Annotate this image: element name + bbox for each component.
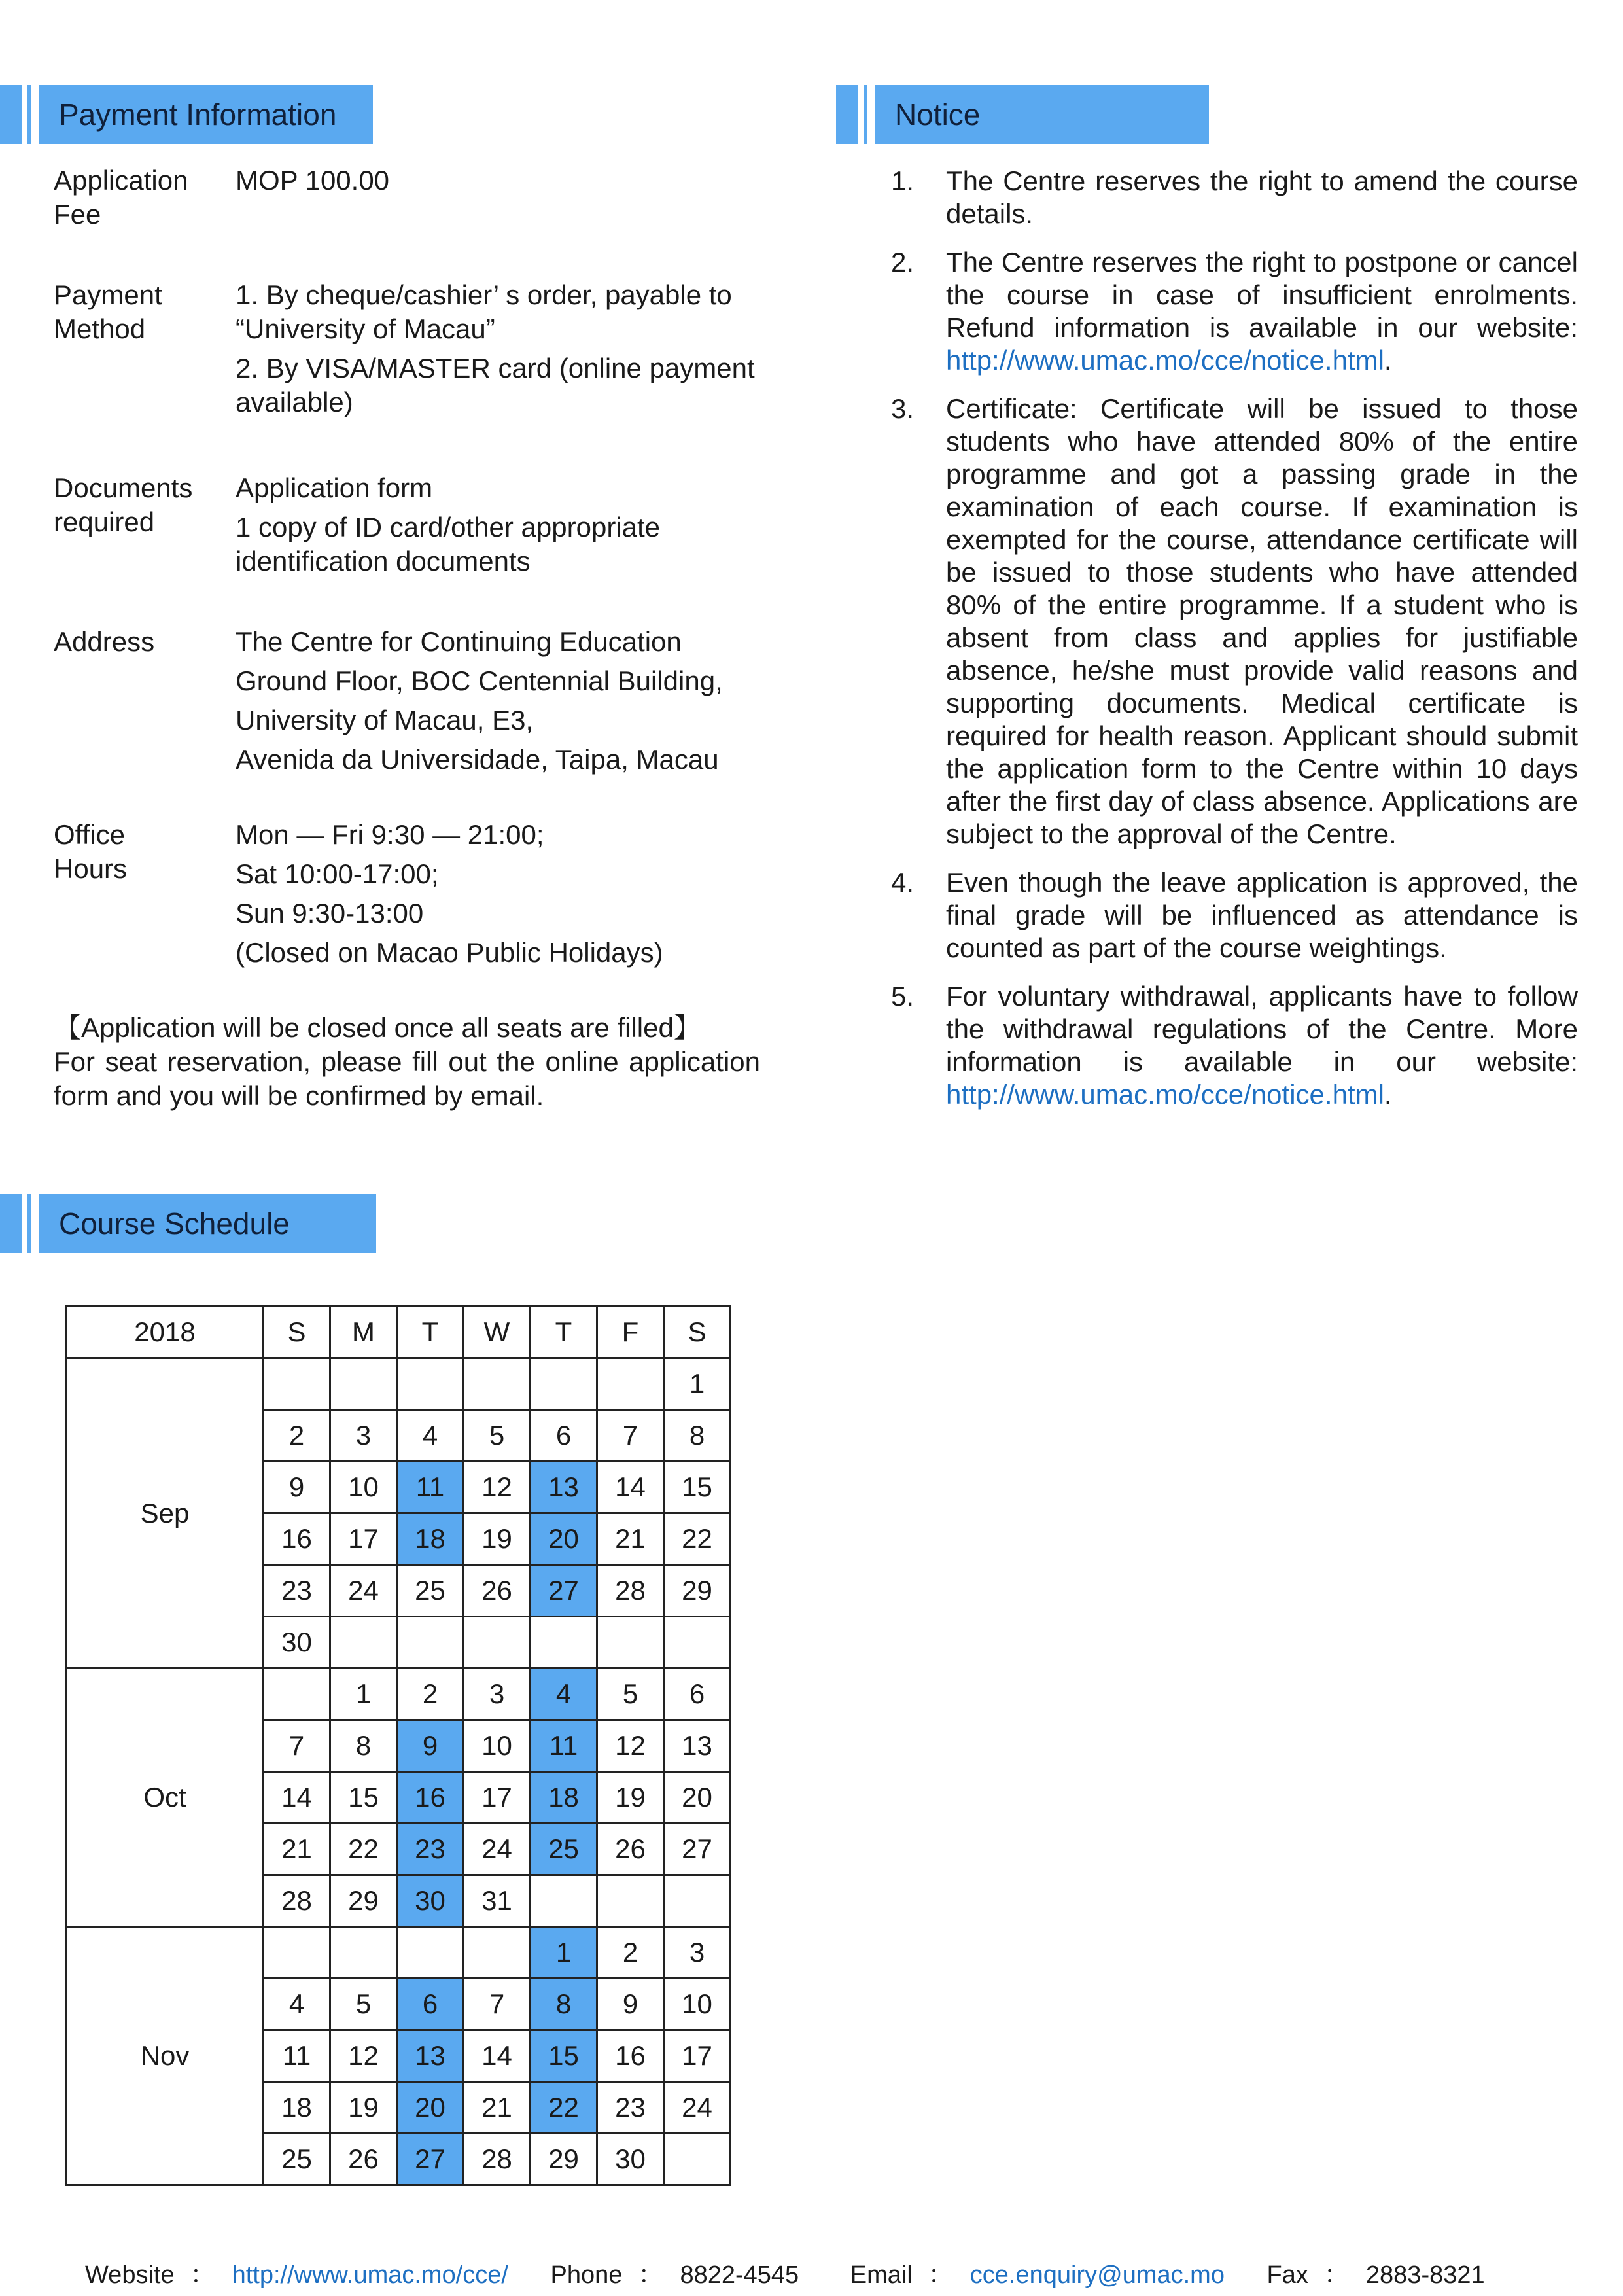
calendar-day: 29 bbox=[531, 2134, 597, 2185]
calendar-day: 22 bbox=[330, 1824, 397, 1875]
calendar-day: 3 bbox=[664, 1927, 731, 1979]
payment-info-heading: Payment Information bbox=[39, 85, 373, 144]
calendar-day: 16 bbox=[597, 2030, 664, 2082]
calendar-day: 9 bbox=[597, 1979, 664, 2030]
calendar-day: 31 bbox=[464, 1875, 531, 1927]
footer-contact-bar bbox=[85, 2254, 1494, 2290]
calendar-class-day: 11 bbox=[531, 1720, 597, 1772]
notice-item-text: Even though the leave application is approved, the final grade will be influenced as attendance is counted as part of the course weightings. bbox=[946, 867, 1578, 963]
notice-item bbox=[891, 246, 1578, 377]
docs-label: Documents required bbox=[54, 472, 193, 537]
fee-value: MOP 100.00 bbox=[236, 165, 390, 196]
method-cheque: 1. By cheque/cashier’ s order, payable to “University of Macau” bbox=[236, 279, 732, 344]
footer-website-link[interactable]: http://www.umac.mo/cce/ bbox=[232, 2261, 508, 2289]
calendar-day bbox=[597, 1617, 664, 1669]
address-line-1: The Centre for Continuing Education bbox=[236, 626, 682, 657]
notice-item-text: The Centre reserves the right to postpone or cancel the course in case of insufficient enrolments. Refund information is available in our website: bbox=[946, 247, 1578, 343]
calendar-day: 18 bbox=[264, 2082, 330, 2134]
calendar-class-day: 13 bbox=[397, 2030, 464, 2082]
calendar-day bbox=[330, 1358, 397, 1410]
calendar-day: 21 bbox=[464, 2082, 531, 2134]
hours-holidays: (Closed on Macao Public Holidays) bbox=[236, 937, 663, 968]
footer-email-link[interactable]: cce.enquiry@umac.mo bbox=[969, 2261, 1225, 2289]
calendar-day: 19 bbox=[330, 2082, 397, 2134]
calendar-day: 24 bbox=[464, 1824, 531, 1875]
calendar-day: 4 bbox=[264, 1979, 330, 2030]
footer-website-label: Website bbox=[85, 2261, 175, 2289]
seats-closed-note: 【Application will be closed once all seats are filled】 bbox=[54, 1012, 701, 1043]
calendar-day: 16 bbox=[264, 1513, 330, 1565]
footer-separator: ： bbox=[638, 2261, 663, 2289]
calendar-class-day: 30 bbox=[397, 1875, 464, 1927]
calendar-day bbox=[397, 1617, 464, 1669]
calendar-month-label: Nov bbox=[67, 1927, 264, 2185]
notice-item-text: The Centre reserves the right to amend the course details. bbox=[946, 166, 1578, 229]
calendar-day bbox=[397, 1358, 464, 1410]
calendar-class-day: 27 bbox=[397, 2134, 464, 2185]
calendar-class-day: 27 bbox=[531, 1565, 597, 1617]
calendar-class-day: 4 bbox=[531, 1669, 597, 1720]
weekday-header: S bbox=[664, 1307, 731, 1358]
calendar-day: 23 bbox=[264, 1565, 330, 1617]
calendar-class-day: 15 bbox=[531, 2030, 597, 2082]
calendar-day: 1 bbox=[664, 1358, 731, 1410]
calendar-week-row bbox=[67, 1927, 731, 1979]
calendar-class-day: 13 bbox=[531, 1462, 597, 1513]
calendar-day bbox=[464, 1927, 531, 1979]
calendar-day: 21 bbox=[597, 1513, 664, 1565]
notice-list-block bbox=[891, 165, 1578, 1127]
address-line-2: Ground Floor, BOC Centennial Building, bbox=[236, 665, 723, 696]
weekday-header: T bbox=[397, 1307, 464, 1358]
notice-item bbox=[891, 165, 1578, 230]
calendar-day: 14 bbox=[597, 1462, 664, 1513]
course-calendar bbox=[65, 1305, 731, 2186]
weekday-header: S bbox=[264, 1307, 330, 1358]
hours-label: Office Hours bbox=[54, 819, 128, 884]
calendar-day bbox=[464, 1617, 531, 1669]
calendar-class-day: 23 bbox=[397, 1824, 464, 1875]
method-card: 2. By VISA/MASTER card (online payment available) bbox=[236, 353, 755, 417]
reservation-block bbox=[54, 1011, 760, 1113]
calendar-day: 5 bbox=[597, 1669, 664, 1720]
calendar-day: 25 bbox=[264, 2134, 330, 2185]
footer-separator: ： bbox=[1323, 2261, 1349, 2289]
calendar-day bbox=[330, 1617, 397, 1669]
calendar-day bbox=[397, 1927, 464, 1979]
course-schedule-header bbox=[0, 1194, 376, 1253]
course-schedule-heading: Course Schedule bbox=[39, 1194, 376, 1253]
calendar-day: 3 bbox=[330, 1410, 397, 1462]
calendar-month-label: Oct bbox=[67, 1669, 264, 1927]
calendar-day: 7 bbox=[597, 1410, 664, 1462]
footer-phone-label: Phone bbox=[550, 2261, 623, 2289]
calendar-day: 19 bbox=[597, 1772, 664, 1824]
calendar-day: 25 bbox=[397, 1565, 464, 1617]
footer-separator: ： bbox=[928, 2261, 953, 2289]
calendar-day: 8 bbox=[664, 1410, 731, 1462]
weekday-header: F bbox=[597, 1307, 664, 1358]
hours-saturday: Sat 10:00-17:00; bbox=[236, 858, 439, 889]
calendar-day: 14 bbox=[264, 1772, 330, 1824]
calendar-day: 1 bbox=[330, 1669, 397, 1720]
hours-weekday: Mon — Fri 9:30 — 21:00; bbox=[236, 819, 544, 850]
calendar-day: 27 bbox=[664, 1824, 731, 1875]
footer-fax: 2883-8321 bbox=[1365, 2261, 1485, 2289]
calendar-day bbox=[664, 2134, 731, 2185]
calendar-day bbox=[597, 1875, 664, 1927]
notice-item-text: Certificate: Certificate will be issued to those students who have attended 80% of the entire programme and got a passing grade in the examination of each course. If examination is exempted for the course, attendance certificate will be issued to those students who have attended 80% of the entire programme. If a student who is absent from class and applies for justifiable absence, he/she must provide valid reasons and supporting documents. Medical certificate is required for health reason. Applicant should submit the application form to the Centre within 10 days after the first day of class absence. Applications are subject to the approval of the Centre. bbox=[946, 393, 1578, 849]
calendar-day: 10 bbox=[464, 1720, 531, 1772]
calendar-day: 22 bbox=[664, 1513, 731, 1565]
calendar-day: 24 bbox=[330, 1565, 397, 1617]
calendar-day: 28 bbox=[597, 1565, 664, 1617]
calendar-day: 12 bbox=[597, 1720, 664, 1772]
notice-item-number: 2. bbox=[891, 247, 915, 277]
payment-info-header bbox=[0, 85, 373, 144]
calendar-day bbox=[531, 1358, 597, 1410]
calendar-class-day: 20 bbox=[531, 1513, 597, 1565]
notice-item-number: 1. bbox=[891, 166, 915, 196]
notice-item bbox=[891, 866, 1578, 964]
docs-form: Application form bbox=[236, 472, 433, 503]
calendar-day: 9 bbox=[264, 1462, 330, 1513]
calendar-day: 3 bbox=[464, 1669, 531, 1720]
calendar-day: 17 bbox=[464, 1772, 531, 1824]
calendar-day: 21 bbox=[264, 1824, 330, 1875]
calendar-day: 6 bbox=[664, 1669, 731, 1720]
footer-fax-label: Fax bbox=[1266, 2261, 1308, 2289]
calendar-day bbox=[531, 1875, 597, 1927]
calendar-day: 29 bbox=[330, 1875, 397, 1927]
notice-link[interactable]: http://www.umac.mo/cce/notice.html bbox=[946, 1079, 1384, 1110]
calendar-class-day: 25 bbox=[531, 1824, 597, 1875]
notice-item-tail: . bbox=[1384, 345, 1392, 376]
calendar-day: 11 bbox=[264, 2030, 330, 2082]
calendar-day bbox=[531, 1617, 597, 1669]
address-line-3: University of Macau, E3, bbox=[236, 705, 534, 735]
calendar-day: 15 bbox=[664, 1462, 731, 1513]
calendar-class-day: 8 bbox=[531, 1979, 597, 2030]
calendar-day bbox=[330, 1927, 397, 1979]
calendar-day: 17 bbox=[330, 1513, 397, 1565]
calendar-day: 12 bbox=[330, 2030, 397, 2082]
calendar-day: 6 bbox=[531, 1410, 597, 1462]
calendar-day: 7 bbox=[464, 1979, 531, 2030]
calendar-day bbox=[264, 1358, 330, 1410]
calendar-day: 7 bbox=[264, 1720, 330, 1772]
calendar-class-day: 18 bbox=[531, 1772, 597, 1824]
address-line-4: Avenida da Universidade, Taipa, Macau bbox=[236, 744, 719, 775]
calendar-week-row bbox=[67, 1358, 731, 1410]
calendar-year: 2018 bbox=[67, 1307, 264, 1358]
calendar-day: 10 bbox=[664, 1979, 731, 2030]
notice-item bbox=[891, 980, 1578, 1111]
calendar-day bbox=[664, 1617, 731, 1669]
notice-item bbox=[891, 393, 1578, 851]
calendar-day: 14 bbox=[464, 2030, 531, 2082]
calendar-day: 2 bbox=[264, 1410, 330, 1462]
calendar-day bbox=[264, 1927, 330, 1979]
calendar-day bbox=[597, 1358, 664, 1410]
calendar-day: 26 bbox=[597, 1824, 664, 1875]
weekday-header: W bbox=[464, 1307, 531, 1358]
fee-label: Application Fee bbox=[54, 165, 188, 230]
weekday-header: M bbox=[330, 1307, 397, 1358]
calendar-day: 19 bbox=[464, 1513, 531, 1565]
calendar-day: 30 bbox=[597, 2134, 664, 2185]
address-label: Address bbox=[54, 626, 155, 657]
notice-item-text: For voluntary withdrawal, applicants have to follow the withdrawal regulations of the Centre. More information is available in our website: bbox=[946, 981, 1578, 1077]
calendar-day bbox=[464, 1358, 531, 1410]
header-bars-decoration bbox=[0, 85, 39, 144]
calendar-month-label: Sep bbox=[67, 1358, 264, 1669]
header-bars-decoration bbox=[836, 85, 875, 144]
reservation-note: For seat reservation, please fill out the online application form and you will be confirmed by email. bbox=[54, 1046, 760, 1111]
calendar-day: 17 bbox=[664, 2030, 731, 2082]
calendar-day: 2 bbox=[397, 1669, 464, 1720]
calendar-class-day: 11 bbox=[397, 1462, 464, 1513]
calendar-class-day: 18 bbox=[397, 1513, 464, 1565]
calendar-day: 10 bbox=[330, 1462, 397, 1513]
notice-link[interactable]: http://www.umac.mo/cce/notice.html bbox=[946, 345, 1384, 376]
calendar-day: 13 bbox=[664, 1720, 731, 1772]
calendar-day: 8 bbox=[330, 1720, 397, 1772]
notice-item-tail: . bbox=[1384, 1079, 1392, 1110]
calendar-day bbox=[664, 1875, 731, 1927]
calendar-header-row bbox=[67, 1307, 731, 1358]
docs-id: 1 copy of ID card/other appropriate identification documents bbox=[236, 512, 661, 576]
calendar-day: 2 bbox=[597, 1927, 664, 1979]
notice-heading: Notice bbox=[875, 85, 1209, 144]
calendar-day: 5 bbox=[330, 1979, 397, 2030]
footer-phone: 8822-4545 bbox=[680, 2261, 799, 2289]
calendar-day: 26 bbox=[330, 2134, 397, 2185]
notice-item-number: 4. bbox=[891, 867, 915, 898]
method-label: Payment Method bbox=[54, 279, 162, 344]
hours-sunday: Sun 9:30-13:00 bbox=[236, 898, 424, 928]
notice-header bbox=[836, 85, 1209, 144]
calendar-day: 20 bbox=[664, 1772, 731, 1824]
notice-item-number: 3. bbox=[891, 393, 915, 424]
calendar-class-day: 16 bbox=[397, 1772, 464, 1824]
weekday-header: T bbox=[531, 1307, 597, 1358]
calendar-day: 28 bbox=[264, 1875, 330, 1927]
calendar-class-day: 9 bbox=[397, 1720, 464, 1772]
footer-email-label: Email bbox=[850, 2261, 913, 2289]
calendar-day bbox=[264, 1669, 330, 1720]
calendar-day: 12 bbox=[464, 1462, 531, 1513]
calendar-day: 15 bbox=[330, 1772, 397, 1824]
calendar-day: 5 bbox=[464, 1410, 531, 1462]
calendar-day: 28 bbox=[464, 2134, 531, 2185]
calendar-day: 29 bbox=[664, 1565, 731, 1617]
calendar-day: 23 bbox=[597, 2082, 664, 2134]
calendar-day: 26 bbox=[464, 1565, 531, 1617]
calendar-day: 30 bbox=[264, 1617, 330, 1669]
footer-separator: ： bbox=[190, 2261, 215, 2289]
notice-item-number: 5. bbox=[891, 981, 915, 1012]
header-bars-decoration bbox=[0, 1194, 39, 1253]
calendar-class-day: 6 bbox=[397, 1979, 464, 2030]
notice-list bbox=[891, 165, 1578, 1111]
calendar-class-day: 22 bbox=[531, 2082, 597, 2134]
calendar-day: 4 bbox=[397, 1410, 464, 1462]
calendar-day: 24 bbox=[664, 2082, 731, 2134]
calendar-class-day: 1 bbox=[531, 1927, 597, 1979]
calendar-class-day: 20 bbox=[397, 2082, 464, 2134]
calendar-week-row bbox=[67, 1669, 731, 1720]
